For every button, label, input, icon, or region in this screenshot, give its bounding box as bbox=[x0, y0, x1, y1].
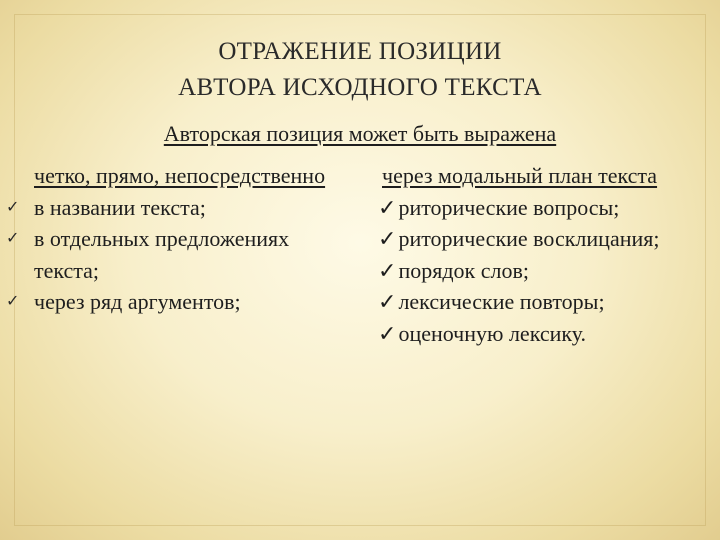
checkmark-icon: ✓ bbox=[378, 194, 397, 220]
list-item bbox=[378, 192, 708, 224]
list-item-label: через ряд аргументов; bbox=[34, 289, 241, 314]
title-line-1: ОТРАЖЕНИЕ ПОЗИЦИИ bbox=[218, 38, 502, 65]
list-item bbox=[6, 223, 340, 286]
list-item-label: в отдельных предложениях текста; bbox=[34, 226, 290, 283]
checkmark-icon: ✓ bbox=[6, 230, 20, 247]
checkmark-icon: ✓ bbox=[378, 320, 397, 346]
slide-subtitle: Авторская позиция может быть выражена bbox=[163, 121, 557, 146]
list-item bbox=[378, 286, 708, 318]
list-item-label: риторические вопросы; bbox=[398, 194, 620, 220]
checkmark-icon: ✓ bbox=[378, 257, 397, 283]
left-heading: четко, прямо, непосредственно bbox=[34, 163, 326, 188]
checkmark-icon: ✓ bbox=[6, 293, 20, 310]
checkmark-icon: ✓ bbox=[378, 289, 397, 314]
list-item bbox=[6, 286, 340, 318]
list-item-label: оценочную лексику. bbox=[398, 320, 587, 346]
list-item bbox=[6, 192, 340, 224]
list-item bbox=[378, 223, 708, 255]
list-item-label: лексические повторы; bbox=[398, 289, 605, 314]
title-line-2: АВТОРА ИСХОДНОГО ТЕКСТА bbox=[178, 74, 542, 101]
list-item-label: порядок слов; bbox=[398, 257, 529, 283]
list-item-label: риторические восклицания; bbox=[398, 226, 660, 251]
checkmark-icon: ✓ bbox=[378, 226, 397, 251]
right-column bbox=[378, 160, 708, 349]
list-item-label: в названии текста; bbox=[34, 194, 206, 220]
list-item bbox=[378, 318, 708, 350]
checkmark-icon: ✓ bbox=[6, 198, 20, 216]
right-heading: через модальный план текста bbox=[382, 163, 658, 188]
list-item bbox=[378, 255, 708, 287]
left-column bbox=[6, 160, 340, 318]
slide-title bbox=[0, 34, 720, 106]
